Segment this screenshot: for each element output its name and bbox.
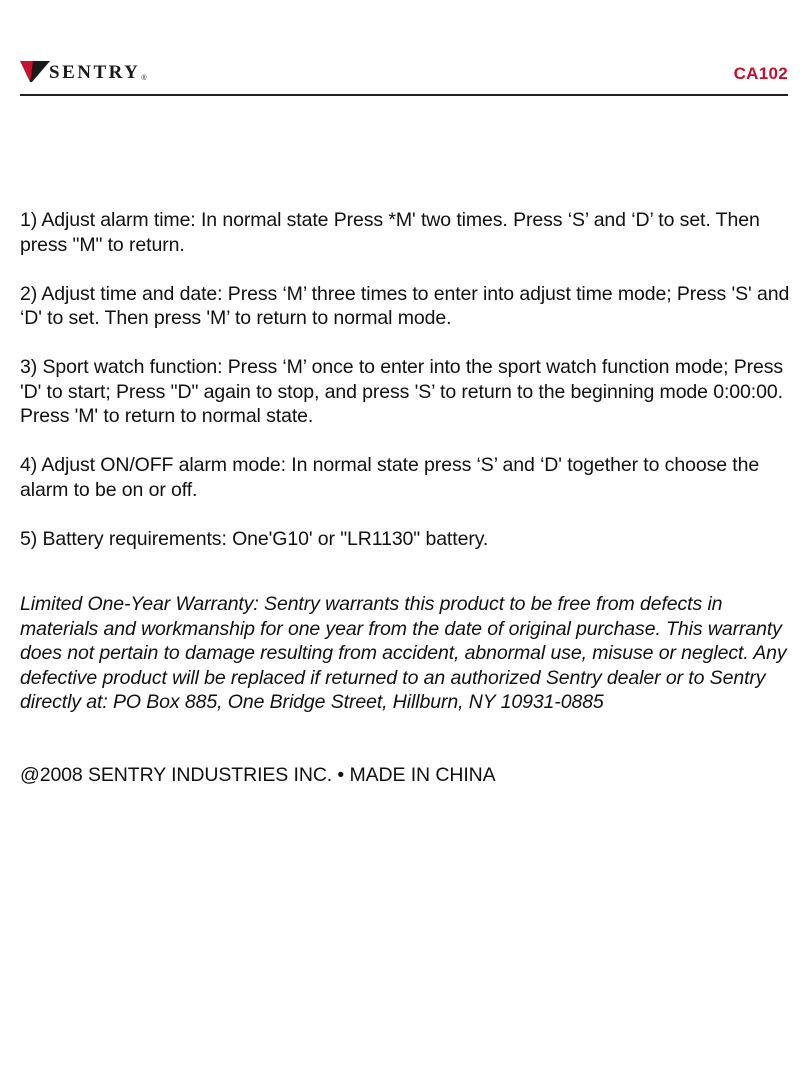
instruction-alarm-time: 1) Adjust alarm time: In normal state Press *M' two times. Press ‘S’ and ‘D’ to set. Then press "M" to return. (20, 209, 760, 256)
brand-name: SENTRY (49, 62, 141, 83)
page-header (20, 52, 788, 96)
instruction-time-date: 2) Adjust time and date: Press ‘M’ three times to enter into adjust time mode; Press 'S' and ‘D' to set. Then press 'M’ to return to normal mode. (20, 282, 790, 329)
manual-body (20, 208, 796, 787)
registered-mark: ® (141, 74, 147, 82)
warranty-text: Limited One-Year Warranty: Sentry warrants this product to be free from defects in materials and workmanship for one year from the date of original purchase. This warranty does not pertain to damage resulting from accident, abnormal use, misuse or neglect. Any defective product will be replaced if returned to an authorized Sentry dealer or to Sentry directly at: PO Box 885, One Bridge Street, Hillburn, NY 10931-0885 (20, 593, 787, 713)
instruction-sport-watch: 3) Sport watch function: Press ‘M’ once to enter into the sport watch function mode; Press 'D' to start; Press "D" again to stop, and press 'S’ to return to the beginning mode 0:00:00. Press 'M' to return to normal state. (20, 356, 784, 427)
brand-logo (20, 58, 147, 84)
sentry-chevron-logo-icon (20, 59, 50, 83)
instruction-alarm-toggle: 4) Adjust ON/OFF alarm mode: In normal state press ‘S’ and ‘D' together to choose the alarm to be on or off. (20, 454, 760, 501)
copyright-line: @2008 SENTRY INDUSTRIES INC. • MADE IN CHINA (20, 763, 496, 786)
model-number: CA102 (733, 64, 788, 83)
instruction-battery: 5) Battery requirements: One'G10' or "LR1130" battery. (20, 527, 489, 550)
